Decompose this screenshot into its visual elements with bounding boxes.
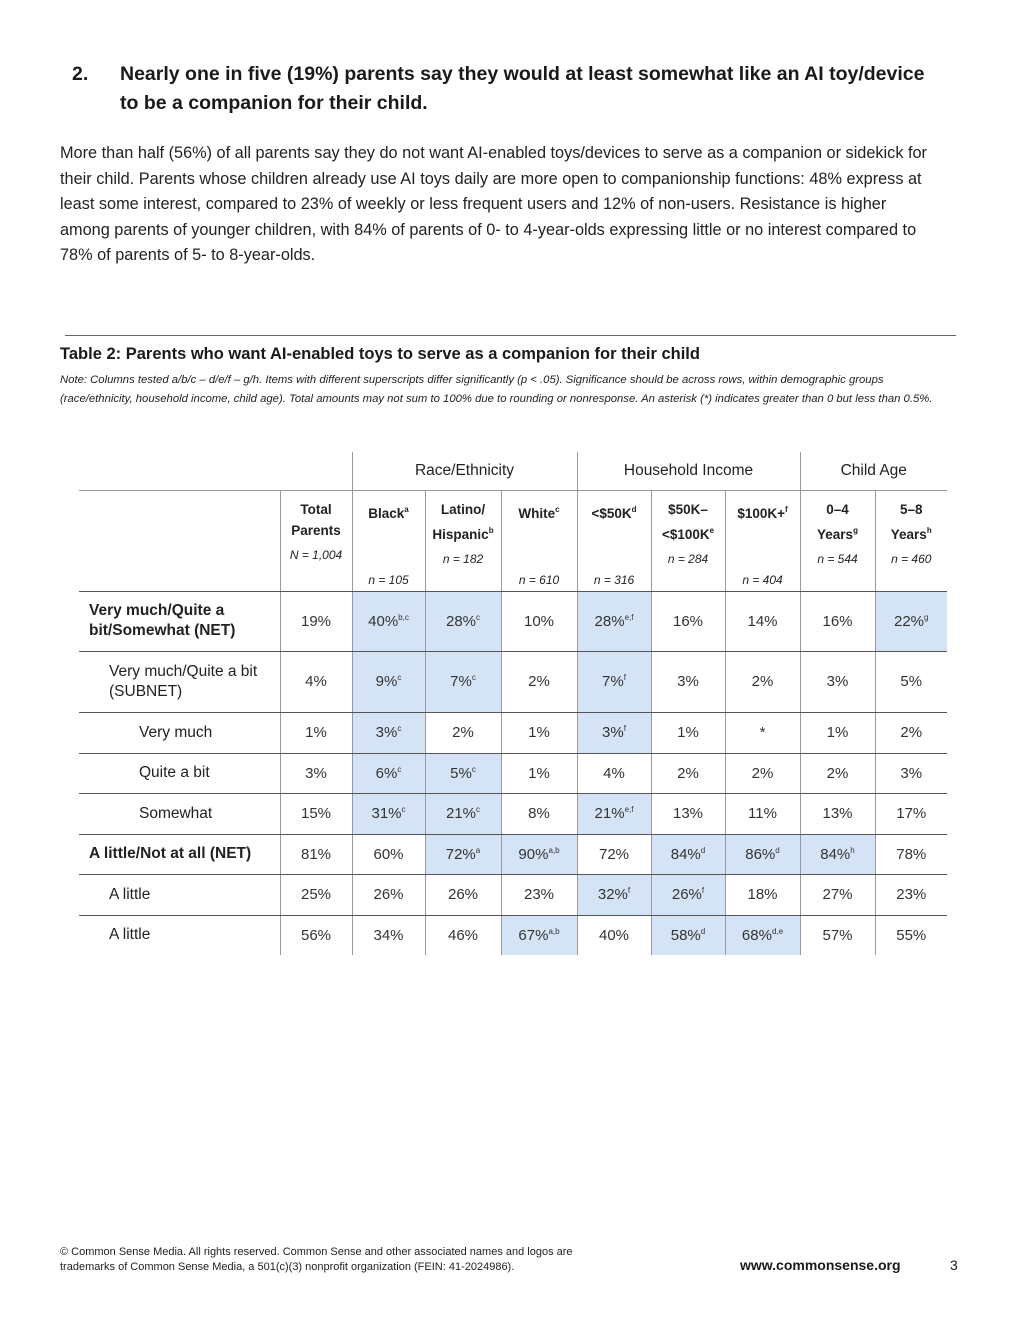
table-cell — [577, 753, 651, 793]
table-cell — [725, 915, 800, 955]
cell-value: 14% — [747, 612, 778, 630]
cell-value: 57% — [822, 926, 853, 944]
cell-value: 19% — [300, 612, 332, 630]
column-header — [501, 490, 577, 591]
table-cell — [577, 874, 651, 915]
cell-value: 1% — [305, 724, 327, 741]
table-row — [79, 712, 947, 753]
cell-value: 40% — [598, 926, 630, 944]
table-cell — [725, 591, 800, 651]
superscript: g — [924, 612, 929, 622]
superscript: f — [701, 886, 705, 895]
column-label-1: 0–4 — [826, 501, 849, 517]
cell-value: 3% — [826, 673, 849, 690]
table-cell — [725, 874, 800, 915]
superscript: c — [555, 504, 560, 514]
superscript: e,f — [624, 612, 634, 622]
website-link[interactable]: www.commonsense.org — [740, 1257, 901, 1273]
table-cell — [280, 591, 352, 651]
cell-value: 6% — [375, 764, 398, 782]
superscript: c — [401, 805, 406, 814]
cell-value: 26% — [373, 886, 404, 903]
table-cell — [800, 915, 875, 955]
table-cell — [800, 591, 875, 651]
sample-size: n = 284 — [667, 551, 709, 566]
column-label-1: 5–8 — [899, 501, 923, 517]
table-cell — [651, 834, 725, 874]
cell-value: 28% — [594, 612, 625, 630]
sample-size: N = 1,004 — [289, 547, 343, 562]
superscript: f — [623, 673, 626, 682]
table-title: Table 2: Parents who want AI-enabled toys to serve as a companion for their child — [60, 345, 700, 363]
cell-value: 58% — [670, 926, 701, 944]
table-cell — [577, 651, 651, 712]
cell-value: 17% — [896, 805, 927, 822]
copyright: © Common Sense Media. All rights reserved. Common Sense and other associated names and logos are trademarks of Common Sense Media, a 501(c)(3) nonprofit organization (FEIN: 41-2024986). — [60, 1246, 573, 1273]
section-heading — [72, 60, 932, 118]
cell-value: 22% — [894, 612, 925, 630]
cell-value: 15% — [300, 805, 332, 822]
cell-value: 1% — [528, 724, 550, 741]
sample-size: n = 404 — [742, 572, 783, 587]
table-cell — [280, 651, 352, 712]
column-label-1: Total — [300, 501, 332, 517]
column-label-1: Latino/ — [440, 501, 486, 517]
cell-value: 4% — [603, 764, 625, 782]
superscript: d — [775, 845, 780, 855]
table-cell — [800, 753, 875, 793]
cell-value: 23% — [523, 886, 555, 903]
table-cell — [425, 834, 501, 874]
cell-value: 55% — [896, 926, 927, 944]
column-header — [800, 490, 875, 591]
cell-value: 2% — [528, 673, 550, 690]
table-cell — [425, 874, 501, 915]
cell-value: 26% — [671, 886, 702, 903]
superscript: a — [475, 845, 481, 855]
superscript: d,e — [771, 926, 784, 936]
cell-value: 28% — [445, 612, 477, 630]
cell-value: 26% — [447, 886, 479, 903]
cell-value: 7% — [450, 673, 472, 690]
cell-value: 9% — [375, 673, 398, 690]
cell-value: 34% — [373, 926, 404, 944]
superscript: c — [397, 673, 402, 682]
cell-value: 81% — [300, 845, 332, 863]
cell-value: 1% — [826, 724, 849, 741]
cell-value: 72% — [598, 845, 630, 863]
table-cell — [577, 712, 651, 753]
cell-value: 2% — [826, 764, 849, 782]
table-cell — [875, 915, 947, 955]
cell-value: 3% — [900, 764, 923, 782]
superscript: g — [853, 525, 858, 535]
table-cell — [651, 591, 725, 651]
superscript: e,f — [624, 805, 634, 814]
cell-value: 16% — [822, 612, 853, 630]
table-cell — [425, 712, 501, 753]
table-cell — [875, 834, 947, 874]
table-cell — [501, 753, 577, 793]
cell-value: 72% — [445, 845, 476, 863]
table-cell — [352, 915, 425, 955]
cell-value: 2% — [677, 764, 699, 782]
table-cell — [725, 651, 800, 712]
superscript: h — [850, 845, 855, 855]
cell-value: 16% — [672, 612, 704, 630]
cell-value: 86% — [745, 845, 776, 863]
cell-value: 3% — [305, 764, 327, 782]
cell-value: 1% — [528, 764, 550, 782]
superscript: c — [397, 724, 402, 733]
sample-size: n = 182 — [442, 551, 484, 566]
heading-text: Nearly one in five (19%) parents say they would at least somewhat like an AI toy/device to be a companion for their child. — [120, 63, 925, 114]
cell-value: 18% — [747, 886, 778, 903]
cell-value: 3% — [375, 724, 398, 741]
row-label: Very much — [79, 712, 280, 753]
cell-value: 68% — [741, 926, 772, 944]
column-header — [280, 490, 352, 591]
superscript: d — [700, 926, 706, 936]
cell-value: 11% — [748, 805, 777, 822]
page-number: 3 — [950, 1257, 958, 1273]
superscript: a,b — [548, 845, 560, 855]
row-label: Very much/Quite a bit/Somewhat (NET) — [79, 591, 280, 651]
table-cell — [651, 874, 725, 915]
superscript: h — [926, 525, 932, 535]
row-label: Very much/Quite a bit (SUBNET) — [79, 651, 280, 712]
superscript: c — [476, 612, 481, 622]
column-header — [577, 490, 651, 591]
column-label-2: <$100K — [661, 526, 710, 542]
table-cell — [280, 834, 352, 874]
sample-size: n = 610 — [518, 572, 560, 587]
column-label-2: Parents — [291, 522, 341, 538]
cell-value: 5% — [450, 764, 472, 782]
cell-value: 1% — [677, 724, 699, 741]
group-race: Race/Ethnicity — [352, 452, 577, 490]
column-header — [352, 490, 425, 591]
table-cell — [501, 793, 577, 834]
table-cell — [800, 712, 875, 753]
group-income: Household Income — [577, 452, 800, 490]
cell-value: 21% — [594, 805, 625, 822]
row-label: Somewhat — [79, 793, 280, 834]
table-cell — [425, 651, 501, 712]
cell-value: 84% — [670, 845, 701, 863]
data-table — [79, 452, 947, 955]
table-cell — [577, 793, 651, 834]
sample-size: n = 544 — [817, 551, 858, 566]
cell-value: 84% — [820, 845, 851, 863]
column-header — [875, 490, 947, 591]
cell-value: 60% — [373, 845, 404, 863]
table-cell — [875, 874, 947, 915]
cell-value: 8% — [528, 805, 550, 822]
column-label-1: White — [518, 505, 556, 521]
cell-value: 2% — [751, 673, 774, 690]
table-cell — [651, 712, 725, 753]
column-label-1: $50K– — [668, 501, 708, 517]
column-header — [725, 490, 800, 591]
column-label-2: Years — [817, 526, 854, 542]
table-cell — [352, 753, 425, 793]
superscript: b,c — [398, 612, 409, 622]
row-label: Quite a bit — [79, 753, 280, 793]
divider — [65, 335, 956, 336]
superscript: c — [397, 764, 402, 774]
cell-value: 2% — [751, 764, 774, 782]
table-cell — [800, 874, 875, 915]
cell-value: 7% — [602, 673, 624, 690]
column-header — [425, 490, 501, 591]
superscript: d — [700, 845, 706, 855]
table-cell — [501, 834, 577, 874]
table-cell — [501, 712, 577, 753]
heading-number: 2. — [72, 63, 89, 85]
table-cell — [577, 591, 651, 651]
table-cell — [651, 793, 725, 834]
superscript: a — [404, 504, 409, 514]
superscript: f — [785, 504, 788, 514]
table-cell — [875, 651, 947, 712]
table-cell — [352, 591, 425, 651]
group-age: Child Age — [800, 452, 947, 490]
row-label: A little/Not at all (NET) — [79, 834, 280, 874]
cell-value: 2% — [452, 724, 474, 741]
table-cell — [577, 834, 651, 874]
table-cell — [725, 712, 800, 753]
table-cell — [800, 834, 875, 874]
cell-value: 67% — [518, 926, 549, 944]
column-label-1: <$50K — [591, 505, 632, 521]
column-label-2: Hispanic — [432, 526, 489, 542]
table-cell — [501, 874, 577, 915]
column-label-1: Black — [368, 505, 405, 521]
table-cell — [352, 874, 425, 915]
table-row — [79, 753, 947, 793]
table-row — [79, 793, 947, 834]
cell-value: 5% — [900, 673, 923, 690]
column-label-1: $100K+ — [737, 505, 785, 521]
cell-value: 13% — [822, 805, 853, 822]
table-cell — [280, 712, 352, 753]
table-row — [79, 834, 947, 874]
superscript: c — [471, 673, 476, 682]
table-cell — [651, 915, 725, 955]
cell-value: 23% — [896, 886, 927, 903]
table-cell — [425, 753, 501, 793]
table-cell — [577, 915, 651, 955]
cell-value: 27% — [822, 886, 853, 903]
cell-value: 40% — [368, 612, 399, 630]
cell-value: 3% — [602, 724, 624, 741]
row-label: A little — [109, 926, 151, 944]
table-cell — [280, 915, 352, 955]
cell-value: 56% — [300, 926, 332, 944]
cell-value: 78% — [896, 845, 927, 863]
sample-size: n = 460 — [891, 551, 932, 566]
table-row — [79, 915, 947, 955]
table-cell — [651, 651, 725, 712]
table-note: Note: Columns tested a/b/c – d/e/f – g/h. Items with different superscripts differ significantly (p < .05). Significance should be across rows, within demographic groups (race/ethnicity, household income, child age). Total amounts may not sum to 100% due to rounding or nonresponse. An asterisk (*) indicates greater than 0 but less than 0.5%. — [60, 374, 933, 405]
superscript: c — [476, 805, 481, 814]
cell-value: * — [759, 724, 766, 741]
column-header — [651, 490, 725, 591]
cell-value: 3% — [677, 673, 699, 690]
superscript: d — [631, 504, 637, 514]
table-cell — [280, 793, 352, 834]
cell-value: 25% — [300, 886, 332, 903]
table-row — [79, 874, 947, 915]
table-cell — [875, 753, 947, 793]
table-cell — [280, 753, 352, 793]
table-cell — [501, 915, 577, 955]
column-label-2: Years — [890, 526, 927, 542]
table-cell — [875, 712, 947, 753]
table-cell — [352, 712, 425, 753]
table-cell — [425, 793, 501, 834]
table-cell — [725, 753, 800, 793]
table-cell — [725, 793, 800, 834]
cell-value: 4% — [305, 673, 327, 690]
table-cell — [501, 651, 577, 712]
cell-value: 10% — [523, 612, 555, 630]
table-cell — [875, 591, 947, 651]
table-cell — [352, 834, 425, 874]
table-cell — [280, 874, 352, 915]
cell-value: 32% — [597, 886, 628, 903]
row-label: A little — [79, 874, 280, 915]
superscript: e — [709, 525, 715, 535]
superscript: b — [488, 525, 494, 535]
superscript: f — [623, 724, 626, 733]
sample-size: n = 105 — [368, 572, 409, 587]
table-cell — [425, 915, 501, 955]
table-cell — [352, 793, 425, 834]
cell-value: 31% — [371, 805, 402, 822]
table-cell — [352, 651, 425, 712]
cell-value: 2% — [900, 724, 923, 741]
table-cell — [425, 591, 501, 651]
cell-value: 21% — [445, 805, 477, 822]
body-paragraph: More than half (56%) of all parents say they do not want AI-enabled toys/devices to serve as a companion or sidekick for their child. Parents whose children already use AI toys daily are more open to companionship functions: 48% express at least some interest, compared to 23% of weekly or less frequent users and 12% of non-users. Resistance is higher among parents of younger children, with 84% of parents of 0- to 4-year-olds expressing little or no interest compared to 78% of parents of 5- to 8-year-olds. — [60, 144, 927, 264]
table-cell — [800, 651, 875, 712]
table-cell — [651, 753, 725, 793]
table-cell — [725, 834, 800, 874]
table-cell — [501, 591, 577, 651]
table-row — [79, 651, 947, 712]
sample-size: n = 316 — [593, 572, 635, 587]
superscript: f — [627, 886, 631, 895]
cell-value: 46% — [447, 926, 479, 944]
table-cell — [875, 793, 947, 834]
cell-value: 90% — [518, 845, 549, 863]
cell-value: 13% — [672, 805, 704, 822]
table-cell — [800, 793, 875, 834]
table-row — [79, 591, 947, 651]
superscript: a,b — [548, 926, 560, 936]
superscript: c — [471, 764, 476, 774]
